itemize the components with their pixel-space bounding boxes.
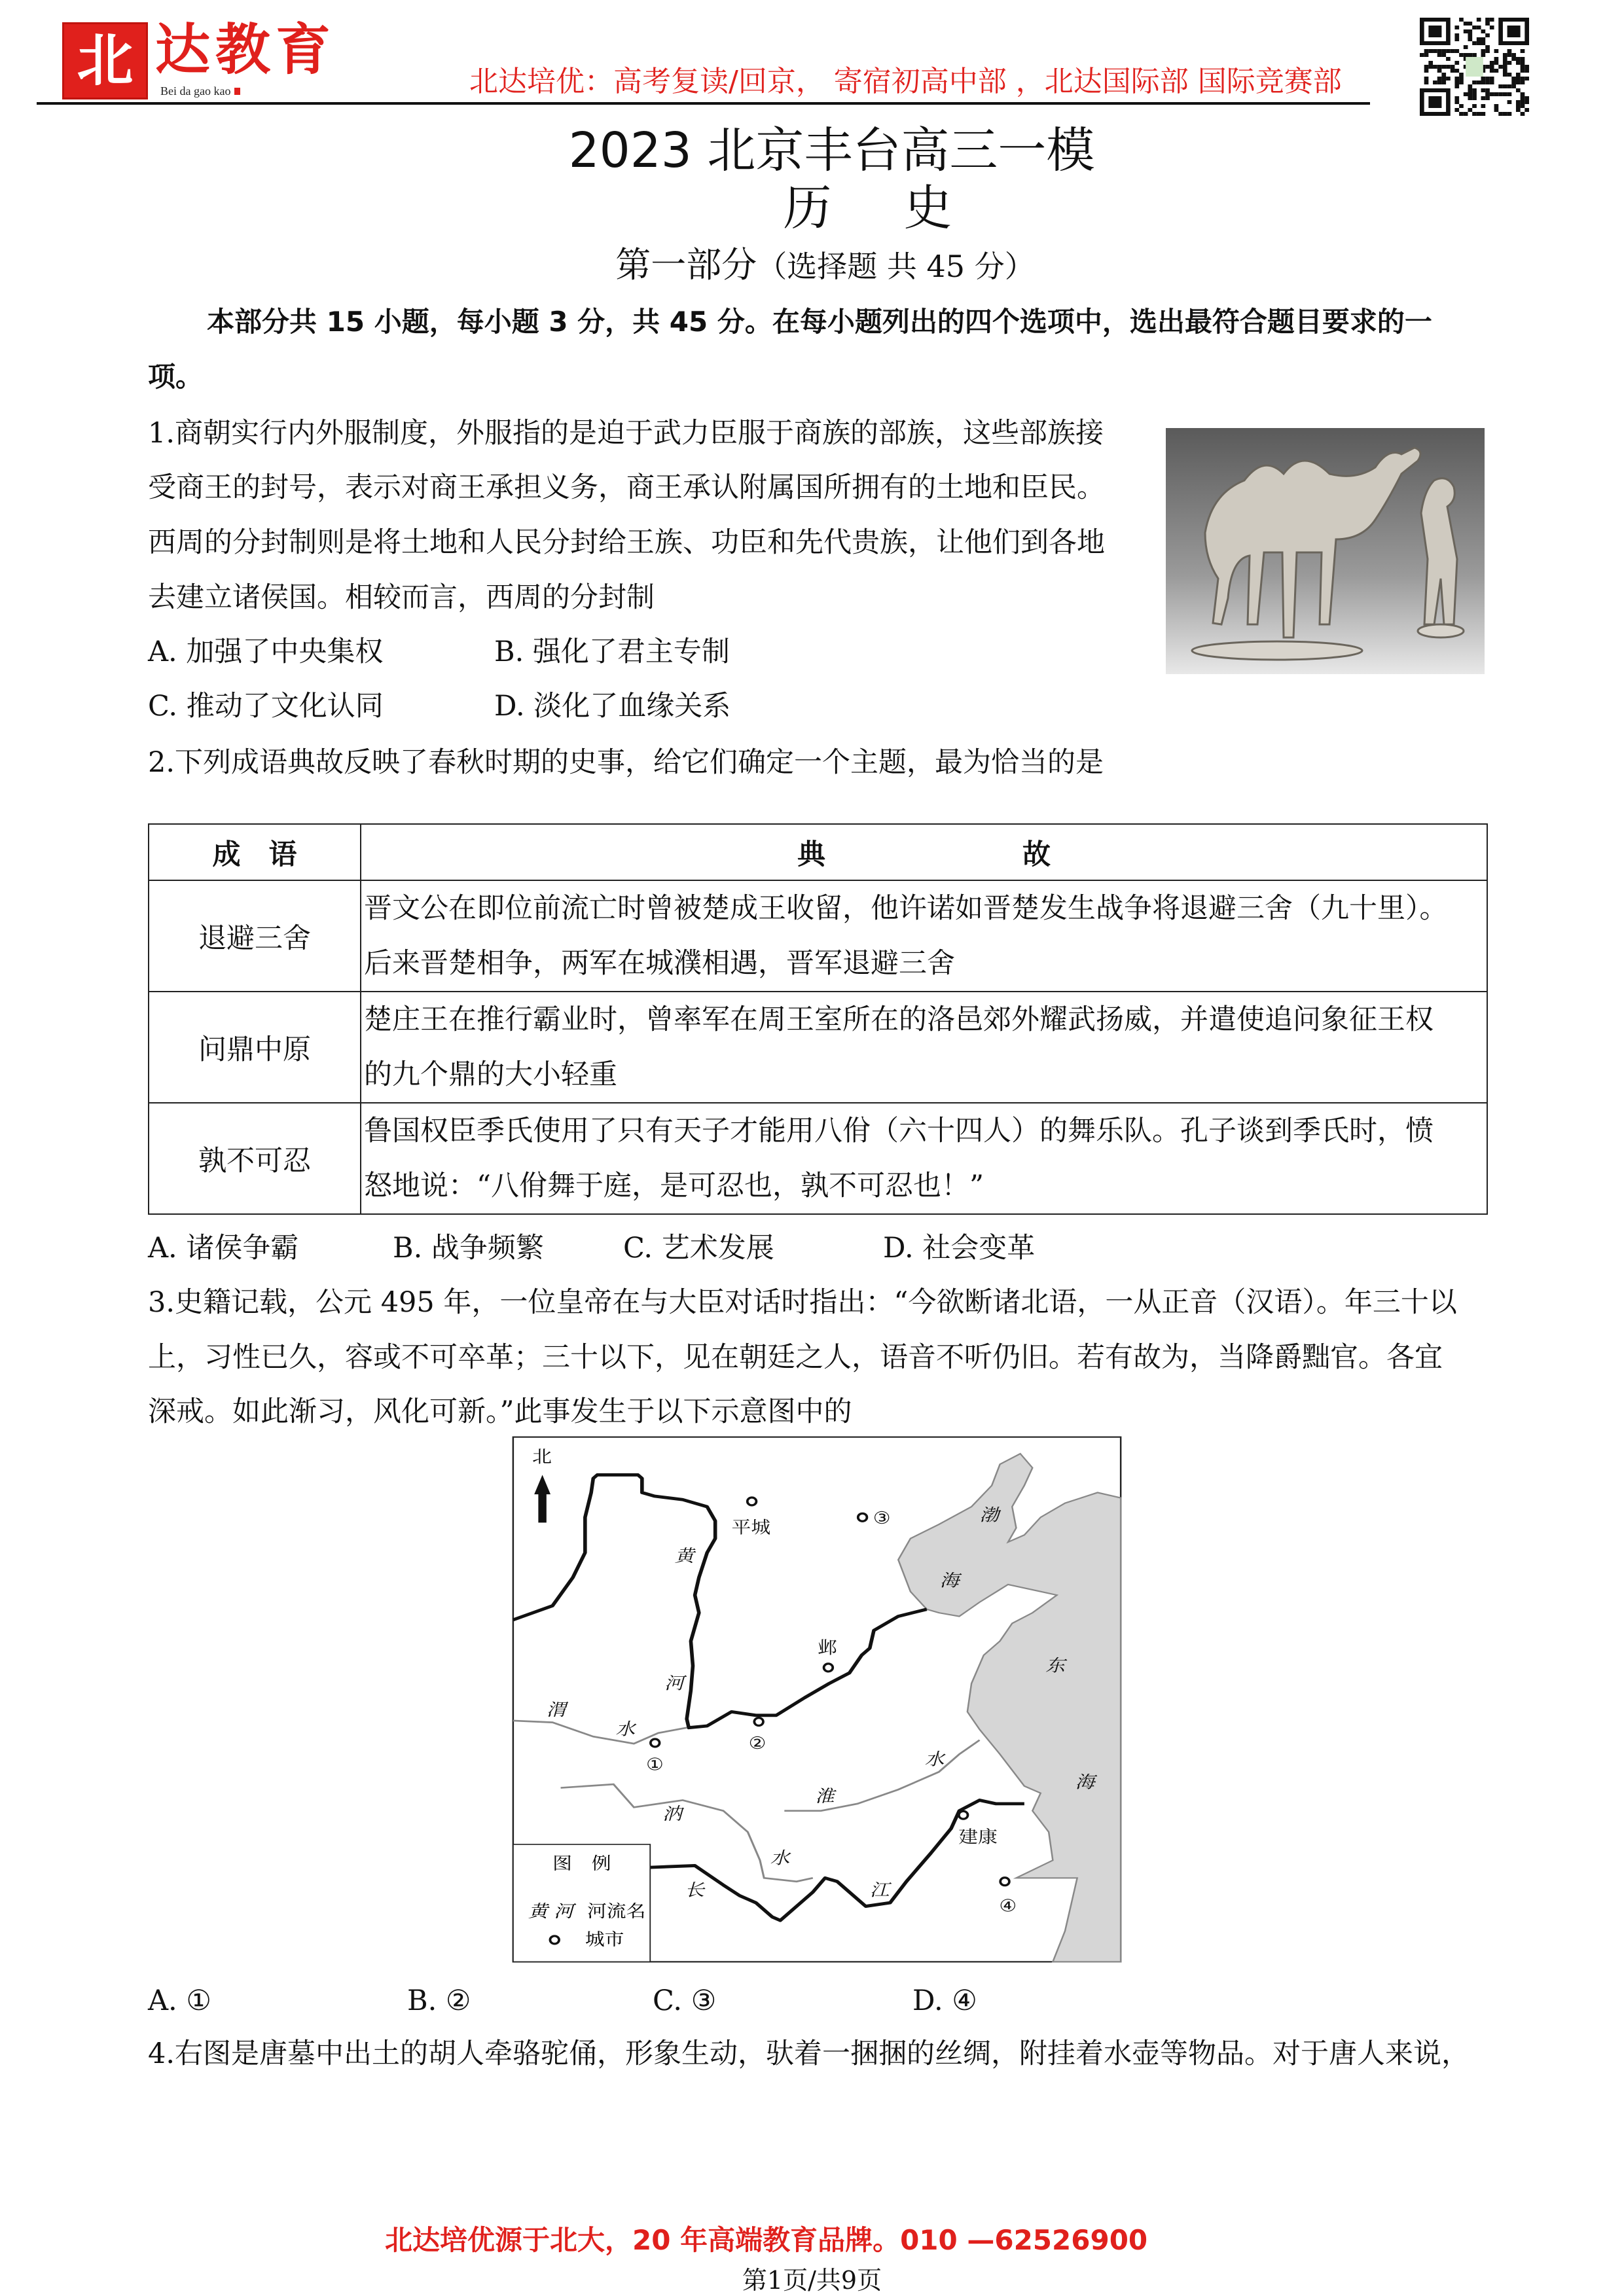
idiom-cell: 问鼎中原 bbox=[149, 992, 361, 1103]
qr-code-icon bbox=[1420, 18, 1529, 116]
story-line: 怒地说：“八佾舞于庭，是可忍也，孰不可忍也！” bbox=[364, 1170, 984, 1202]
northern-wei-map bbox=[512, 1436, 1122, 1963]
page-number: 第1页/共9页 bbox=[742, 2266, 882, 2295]
logo-text: 达教育 bbox=[155, 17, 336, 82]
exam-title: 2023 北京丰台高三一模 bbox=[568, 122, 1095, 179]
table-row bbox=[149, 992, 1487, 1103]
idiom-cell: 孰不可忍 bbox=[149, 1103, 361, 1214]
story-cell bbox=[361, 992, 1487, 1103]
city-marker bbox=[748, 1498, 757, 1505]
city-marker bbox=[959, 1811, 968, 1819]
footer-promo: 北达培优源于北大，20 年高端教育品牌。010 —62526900 bbox=[385, 2224, 1148, 2256]
q1-stem-line: 受商王的封号，表示对商王承担义务，商王承认附属国所拥有的土地和臣民。 bbox=[148, 471, 1105, 504]
river-label: 河 bbox=[664, 1673, 684, 1693]
city-label: 邺 bbox=[818, 1638, 838, 1658]
instructions-line: 项。 bbox=[148, 361, 204, 393]
legend-city-icon bbox=[550, 1936, 559, 1944]
river-label: 汭 bbox=[662, 1804, 682, 1824]
q1-option-c: C. 推动了文化认同 bbox=[148, 690, 384, 723]
q1-option-b: B. 强化了君主专制 bbox=[494, 636, 730, 668]
logo-pinyin bbox=[160, 84, 240, 98]
north-label: 北 bbox=[532, 1446, 552, 1467]
river-label: 黄 bbox=[674, 1545, 695, 1566]
subject-title: 历史 bbox=[783, 180, 1024, 236]
legend-city-label: 城市 bbox=[585, 1929, 624, 1950]
city-label: ② bbox=[748, 1733, 767, 1753]
city-marker bbox=[824, 1664, 833, 1672]
q4-stem-line: 4.右图是唐墓中出土的胡人牵骆驼俑，形象生动，驮着一捆捆的丝绸，附挂着水壶等物品。对于唐人来说， bbox=[148, 2037, 1470, 2070]
q1-stem-line: 西周的分封制则是将土地和人民分封给王族、功臣和先代贵族，让他们到各地 bbox=[148, 526, 1105, 559]
q2-option-a: A. 诸侯争霸 bbox=[148, 1232, 299, 1265]
q1-option-d: D. 淡化了血缘关系 bbox=[494, 690, 731, 723]
city-label: ③ bbox=[873, 1507, 891, 1528]
header-story: 典 故 bbox=[361, 824, 1487, 880]
idiom-table bbox=[148, 823, 1488, 1215]
river-label: 长 bbox=[685, 1880, 704, 1900]
city-marker bbox=[651, 1739, 660, 1747]
legend-river-sample: 黄 河 bbox=[528, 1901, 573, 1922]
river-label: 淮 bbox=[814, 1786, 835, 1806]
river-label: 水 bbox=[615, 1719, 636, 1740]
sea-label: 渤 bbox=[979, 1505, 1000, 1526]
logo-mark: 北 bbox=[62, 22, 148, 99]
logo-pinyin-text: Bei da gao kao bbox=[160, 84, 231, 98]
instructions-line: 本部分共 15 小题，每小题 3 分，共 45 分。在每小题列出的四个选项中，选出最符合题目要求的一 bbox=[207, 306, 1432, 338]
story-line: 楚庄王在推行霸业时，曾率军在周王室所在的洛邑郊外耀武扬威，并遣使追问象征王权 bbox=[364, 1003, 1434, 1036]
sea-label: 东 bbox=[1045, 1655, 1066, 1676]
legend-title: 图 例 bbox=[552, 1853, 611, 1874]
q3-stem-line: 深戒。如此渐习，风化可新。”此事发生于以下示意图中的 bbox=[148, 1395, 852, 1428]
map-legend bbox=[513, 1844, 650, 1962]
sea-label: 海 bbox=[939, 1570, 960, 1591]
table-row bbox=[149, 1103, 1487, 1214]
river-label: 水 bbox=[770, 1848, 790, 1869]
river-label: 渭 bbox=[546, 1699, 566, 1720]
city-marker bbox=[858, 1513, 867, 1521]
story-line: 后来晋楚相争，两军在城濮相遇，晋军退避三舍 bbox=[364, 947, 955, 980]
q3-stem-line: 3.史籍记载，公元 495 年，一位皇帝在与大臣对话时指出：“今欲断诸北语，一从正音（汉语）。年三十以 bbox=[148, 1286, 1457, 1319]
q2-option-d: D. 社会变革 bbox=[883, 1232, 1036, 1265]
q3-option-d: D. ④ bbox=[912, 1984, 977, 2017]
part-note: （选择题 共 45 分） bbox=[757, 249, 1035, 284]
table-header-row bbox=[149, 824, 1487, 880]
q3-option-c: C. ③ bbox=[653, 1984, 717, 2017]
q2-option-b: B. 战争频繁 bbox=[393, 1232, 544, 1265]
legend-river-label: 河流名 bbox=[586, 1901, 646, 1922]
idiom-cell: 退避三舍 bbox=[149, 880, 361, 992]
q1-option-a: A. 加强了中央集权 bbox=[148, 636, 384, 668]
q3-option-a: A. ① bbox=[148, 1984, 211, 2017]
brand-logo bbox=[62, 17, 403, 101]
q2-stem: 2.下列成语典故反映了春秋时期的史事，给它们确定一个主题，最为恰当的是 bbox=[148, 746, 1104, 779]
city-label: ④ bbox=[999, 1895, 1017, 1916]
story-cell bbox=[361, 1103, 1487, 1214]
city-marker bbox=[1000, 1878, 1009, 1886]
part-label: 第一部分 bbox=[615, 244, 757, 285]
city-label: ① bbox=[646, 1754, 664, 1775]
story-line: 晋文公在即位前流亡时曾被楚成王收留，他许诺如晋楚发生战争将退避三舍（九十里）。 bbox=[364, 892, 1448, 925]
table-row bbox=[149, 880, 1487, 992]
q2-option-c: C. 艺术发展 bbox=[623, 1232, 774, 1265]
camel-figurine-photo bbox=[1166, 428, 1485, 674]
city-label: 建康 bbox=[958, 1827, 998, 1847]
river-label: 水 bbox=[924, 1749, 945, 1769]
q1-stem-line: 去建立诸侯国。相较而言，西周的分封制 bbox=[148, 581, 655, 614]
header-idiom: 成 语 bbox=[149, 824, 361, 880]
q3-option-b: B. ② bbox=[407, 1984, 471, 2017]
header-divider bbox=[37, 102, 1370, 105]
city-label: 平城 bbox=[731, 1517, 771, 1538]
part-title bbox=[0, 243, 1624, 288]
river-label: 江 bbox=[869, 1880, 890, 1900]
header-slogan: 北达培优：高考复读/回京， 寄宿初高中部 ，北达国际部 国际竞赛部 bbox=[469, 65, 1342, 98]
story-line: 鲁国权臣季氏使用了只有天子才能用八佾（六十四人）的舞乐队。孔子谈到季氏时，愤 bbox=[364, 1115, 1434, 1147]
sea-label: 海 bbox=[1075, 1772, 1095, 1793]
city-marker bbox=[754, 1718, 763, 1726]
q3-stem-line: 上，习性已久，容或不可卒革；三十以下，见在朝廷之人，语音不听仍旧。若有故为，当降爵黜官。各宜 bbox=[148, 1341, 1443, 1374]
q1-stem-line: 1.商朝实行内外服制度，外服指的是迫于武力臣服于商族的部族，这些部族接 bbox=[148, 417, 1104, 450]
story-cell bbox=[361, 880, 1487, 992]
story-line: 的九个鼎的大小轻重 bbox=[364, 1058, 617, 1091]
